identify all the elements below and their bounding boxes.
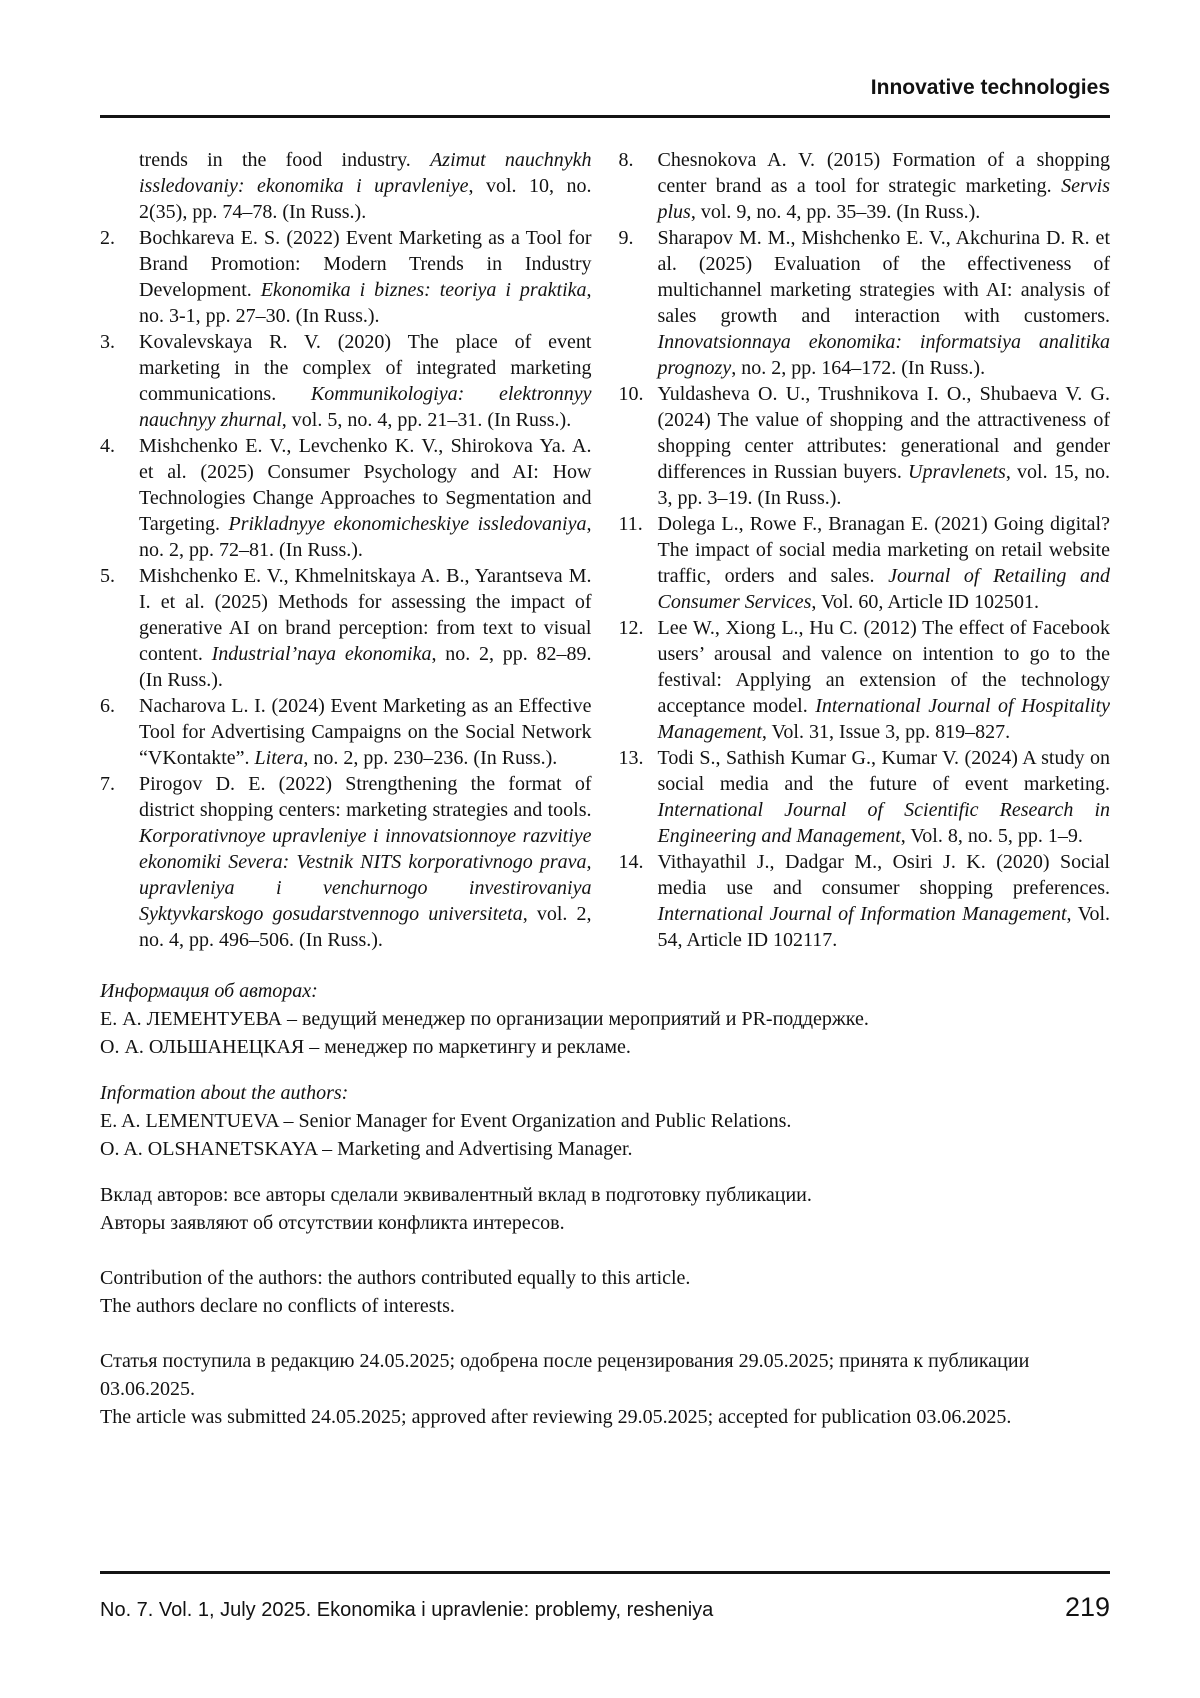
authors-info-en-heading: Information about the authors: [100, 1082, 349, 1104]
reference-item [619, 745, 1111, 849]
article-dates-ru: Статья поступила в редакцию 24.05.2025; одобрена после рецензирования 29.05.2025; принята к публикации 03.06.2025. [100, 1350, 1030, 1400]
reference-item [619, 225, 1111, 381]
reference-text: Mishchenko E. V., Khmelnitskaya A. B., Yarantseva M. I. et al. (2025) Methods for assessing the impact of generative AI on brand perception: from text to visual content. Industrial’naya ekonomika, no. 2, pp. 82–89. (In Russ.). [139, 565, 592, 691]
author-en-line-2: O. A. OLSHANETSKAYA – Marketing and Advertising Manager. [100, 1138, 633, 1160]
reference-text: Chesnokova A. V. (2015) Formation of a shopping center brand as a tool for strategic marketing. Servis plus, vol. 9, no. 4, pp. 35–39. (In Russ.). [657, 149, 1110, 223]
reference-number: 14. [618, 851, 644, 873]
reference-text: Lee W., Xiong L., Hu C. (2012) The effect of Facebook users’ arousal and valence on intention to go to the festival: Applying an extension of the technology acceptance model. International Journal of Hospitality Management, Vol. 31, Issue 3, pp. 819–827. [657, 617, 1110, 743]
author-en-line-1: E. A. LEMENTUEVA – Senior Manager for Event Organization and Public Relations. [100, 1110, 792, 1132]
running-head: Innovative technologies [870, 76, 1110, 99]
reference-item [100, 693, 592, 771]
references-right-column [619, 147, 1111, 953]
reference-text: Mishchenko E. V., Levchenko K. V., Shirokova Ya. A. et al. (2025) Consumer Psychology and AI: How Technologies Change Approaches to Segmentation and Targeting. Prikladnyye ekonomicheskiye issledovaniya, no. 2, pp. 72–81. (In Russ.). [139, 435, 592, 561]
reference-number: 6. [100, 695, 115, 717]
reference-number: 5. [100, 565, 115, 587]
page-content [100, 0, 1110, 1449]
contribution-ru-line-2: Авторы заявляют об отсутствии конфликта интересов. [100, 1212, 565, 1234]
article-dates [100, 1347, 1110, 1431]
reference-number: 2. [100, 227, 115, 249]
reference-number: 9. [618, 227, 634, 249]
reference-text: Nacharova L. I. (2024) Event Marketing as an Effective Tool for Advertising Campaigns on the Social Network “VKontakte”. Litera, no. 2, pp. 230–236. (In Russ.). [139, 695, 592, 769]
reference-text: Kovalevskaya R. V. (2020) The place of event marketing in the complex of integrated marketing communications. Kommunikologiya: elektronnyy nauchnyy zhurnal, vol. 5, no. 4, pp. 21–31. (In Russ.). [139, 331, 592, 431]
journal-issue-line: No. 7. Vol. 1, July 2025. Ekonomika i upravlenie: problemy, resheniya [100, 1599, 714, 1621]
page-footer [100, 1571, 1110, 1622]
page-number: 219 [1064, 1592, 1110, 1622]
contribution-en-line-1: Contribution of the authors: the authors contributed equally to this article. [100, 1267, 691, 1289]
reference-number: 3. [100, 331, 115, 353]
back-matter [100, 977, 1110, 1431]
reference-text: Pirogov D. E. (2022) Strengthening the format of district shopping centers: marketing strategies and tools. Korporativnoye upravleniye i innovatsionnoye razvitiye ekonomiki Severa: Vestnik NITS korporativnogo prava, upravleniya i venchurnogo investirovaniya Syktyvkarskogo gosudarstvennogo universiteta, vol. 2, no. 4, pp. 496–506. (In Russ.). [139, 773, 592, 951]
reference-item [619, 615, 1111, 745]
author-ru-line-1: Е. А. ЛЕМЕНТУЕВА – ведущий менеджер по организации мероприятий и PR-поддержке. [100, 1008, 869, 1030]
reference-item [100, 771, 592, 953]
reference-item [100, 563, 592, 693]
reference-text: Bochkareva E. S. (2022) Event Marketing as a Tool for Brand Promotion: Modern Trends in Industry Development. Ekonomika i biznes: teoriya i praktika, no. 3-1, pp. 27–30. (In Russ.). [139, 227, 592, 327]
author-ru-line-2: О. А. ОЛЬШАНЕЦКАЯ – менеджер по маркетингу и рекламе. [100, 1036, 631, 1058]
footer-row [100, 1593, 1110, 1622]
reference-item [619, 381, 1111, 511]
reference-text: Yuldasheva O. U., Trushnikova I. O., Shubaeva V. G. (2024) The value of shopping and the attractiveness of shopping center attributes: generational and gender differences in Russian buyers. Upravlenets, vol. 15, no. 3, pp. 3–19. (In Russ.). [657, 383, 1111, 509]
contribution-ru-line-1: Вклад авторов: все авторы сделали эквивалентный вклад в подготовку публикации. [100, 1184, 812, 1206]
reference-number: 12. [618, 617, 644, 639]
reference-item [100, 329, 592, 433]
contribution-en [100, 1264, 1110, 1320]
reference-number: 8. [618, 149, 634, 171]
reference-item [619, 849, 1111, 953]
reference-text: Vithayathil J., Dadgar M., Osiri J. K. (2020) Social media use and consumer shopping preferences. International Journal of Information Management, Vol. 54, Article ID 102117. [657, 851, 1111, 951]
contribution-ru [100, 1181, 1110, 1237]
reference-number: 4. [100, 435, 115, 457]
footer-rule [100, 1571, 1110, 1574]
reference-number: 13. [618, 747, 644, 769]
authors-info-ru [100, 977, 1110, 1061]
reference-item [100, 147, 592, 225]
authors-info-ru-heading: Информация об авторах: [100, 980, 318, 1002]
reference-text: Sharapov M. M., Mishchenko E. V., Akchurina D. R. et al. (2025) Evaluation of the effectiveness of multichannel marketing strategies with AI: analysis of sales growth and interaction with customers. Innovatsionnaya ekonomika: informatsiya analitika prognozy, no. 2, pp. 164–172. (In Russ.). [657, 227, 1110, 379]
header-rule [100, 115, 1110, 118]
authors-info-en [100, 1079, 1110, 1163]
reference-number: 11. [618, 513, 643, 535]
reference-text: Todi S., Sathish Kumar G., Kumar V. (2024) A study on social media and the future of event marketing. International Journal of Scientific Research in Engineering and Management, Vol. 8, no. 5, pp. 1–9. [657, 747, 1110, 847]
reference-item [619, 147, 1111, 225]
reference-item [100, 433, 592, 563]
article-dates-en: The article was submitted 24.05.2025; approved after reviewing 29.05.2025; accepted for publication 03.06.2025. [100, 1406, 1012, 1428]
reference-number: 7. [100, 773, 115, 795]
reference-item [100, 225, 592, 329]
reference-number: 10. [618, 383, 644, 405]
references-left-column [100, 147, 592, 953]
reference-item [619, 511, 1111, 615]
contribution-en-line-2: The authors declare no conflicts of interests. [100, 1295, 455, 1317]
reference-list [100, 147, 1110, 953]
reference-text: Dolega L., Rowe F., Branagan E. (2021) Going digital? The impact of social media marketing on retail website traffic, orders and sales. Journal of Retailing and Consumer Services, Vol. 60, Article ID 102501. [657, 513, 1110, 613]
reference-text: trends in the food industry. Azimut nauchnykh issledovaniy: ekonomika i upravleniye, vol. 10, no. 2(35), pp. 74–78. (In Russ.). [139, 149, 592, 223]
